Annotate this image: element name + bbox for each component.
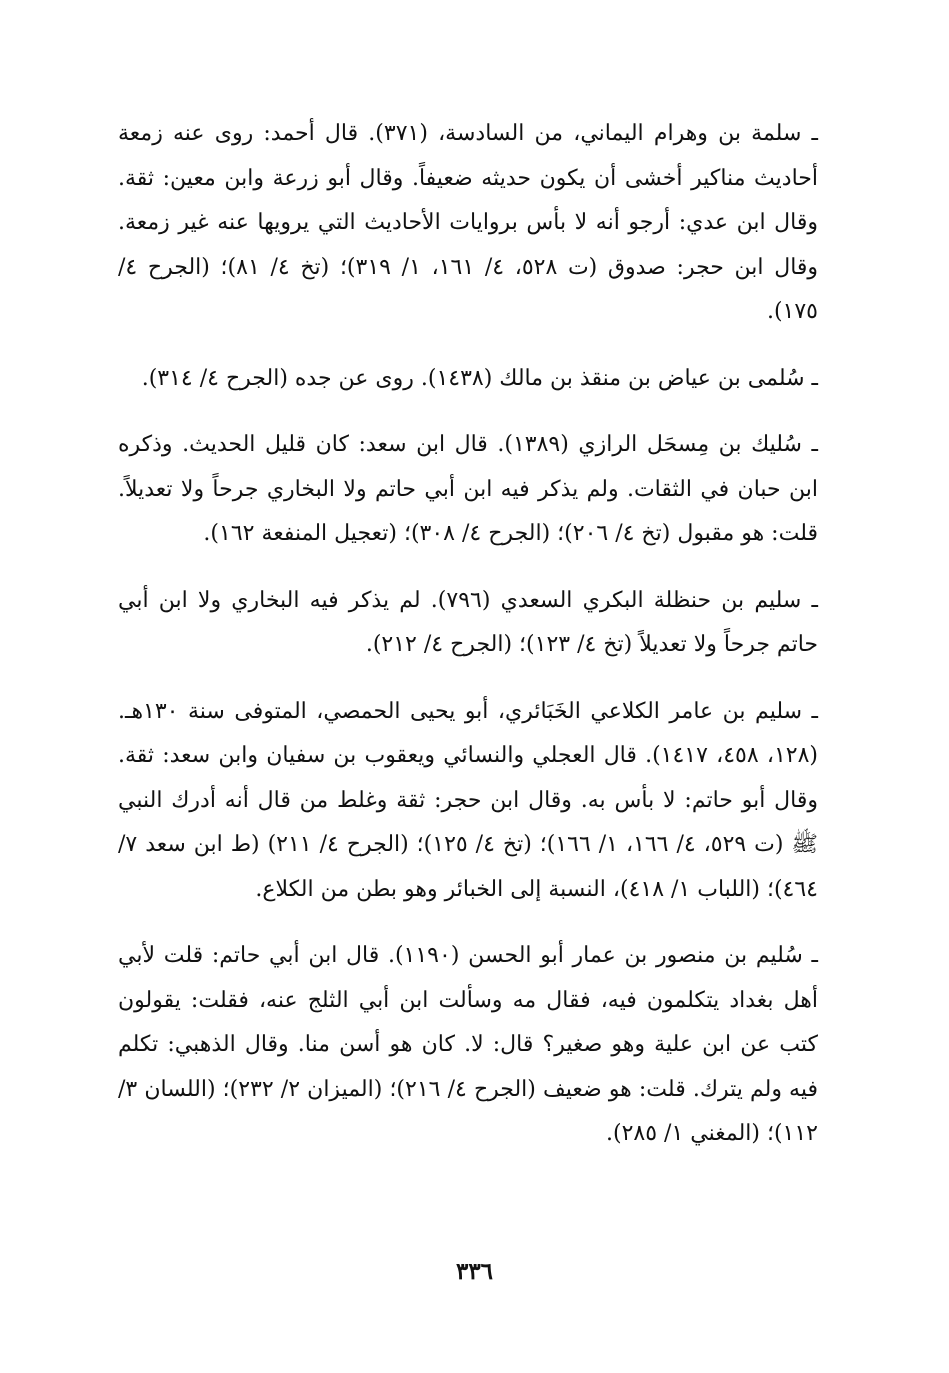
entry-sulaym-bin-hanzala: ـ سليم بن حنظلة البكري السعدي (٧٩٦). لم يذكر فيه البخاري ولا ابن أبي حاتم جرحاً ولا تعديلاً (تخ ٤/ ١٢٣)؛ (الجرح ٤/ ٢١٢). — [118, 587, 818, 657]
entry-sulaym-bin-amir: ـ سليم بن عامر الكلاعي الخَبَائري، أبو يحيى الحمصي، المتوفى سنة ١٣٠هـ. (١٢٨، ٤٥٨، ١٤١٧). قال العجلي والنسائي ويعقوب بن سفيان وابن سعد: ثقة. وقال أبو حاتم: لا بأس به. وقال ابن حجر: ثقة وغلط من قال أنه أدرك النبي ﷺ (ت ٥٢٩، ٤/ ١٦٦، ١/ ١٦٦)؛ (تخ ٤/ ١٢٥)؛ (الجرح ٤/ ٢١١) (ط ابن سعد ٧/ ٤٦٤)؛ (اللباب ١/ ٤١٨)، النسبة إلى الخبائر وهو بطن من الكلاع. — [118, 698, 819, 902]
entry-salama-bin-wahram: ـ سلمة بن وهرام اليماني، من السادسة، (٣٧١). قال أحمد: روى عنه زمعة أحاديث مناكير أخشى أن يكون حديثه ضعيفاً. وقال أبو زرعة وابن معين: ثقة. وقال ابن عدي: أرجو أنه لا بأس بروايات الأحاديث التي يرويها عنه غير زمعة. وقال ابن حجر: صدوق (ت ٥٢٨، ٤/ ١٦١، ١/ ٣١٩)؛ (تخ ٤/ ٨١)؛ (الجرح ٤/ ١٧٥). — [118, 121, 819, 324]
page-body — [118, 112, 818, 1179]
entry-sulayk-bin-mishal: ـ سُليك بن مِسحَل الرازي (١٣٨٩). قال ابن سعد: كان قليل الحديث. وذكره ابن حبان في الثقات. ولم يذكر فيه ابن أبي حاتم ولا البخاري جرحاً ولا تعديلاً. قلت: هو مقبول (تخ ٤/ ٢٠٦)؛ (الجرح ٤/ ٣٠٨)؛ (تعجيل المنفعة ١٦٢). — [118, 432, 818, 546]
entry-sulma-bin-iyad: ـ سُلمى بن عياض بن منقذ بن مالك (١٤٣٨). روى عن جده (الجرح ٤/ ٣١٤). — [141, 365, 818, 391]
page-number: ٣٣٦ — [455, 1258, 494, 1285]
entry-sulaym-bin-mansur: ـ سُليم بن منصور بن عمار أبو الحسن (١١٩٠). قال ابن أبي حاتم: قلت لأبي أهل بغداد يتكلمون فيه، فقال مه وسألت ابن أبي الثلج عنه، فقلت: يقولون كتب عن ابن علية وهو صغير؟ قال: لا. كان هو أسن منا. وقال الذهبي: تكلم فيه ولم يترك. قلت: هو ضعيف (الجرح ٤/ ٢١٦)؛ (الميزان ٢/ ٢٣٢)؛ (اللسان ٣/ ١١٢)؛ (المغني ١/ ٢٨٥). — [118, 943, 819, 1146]
